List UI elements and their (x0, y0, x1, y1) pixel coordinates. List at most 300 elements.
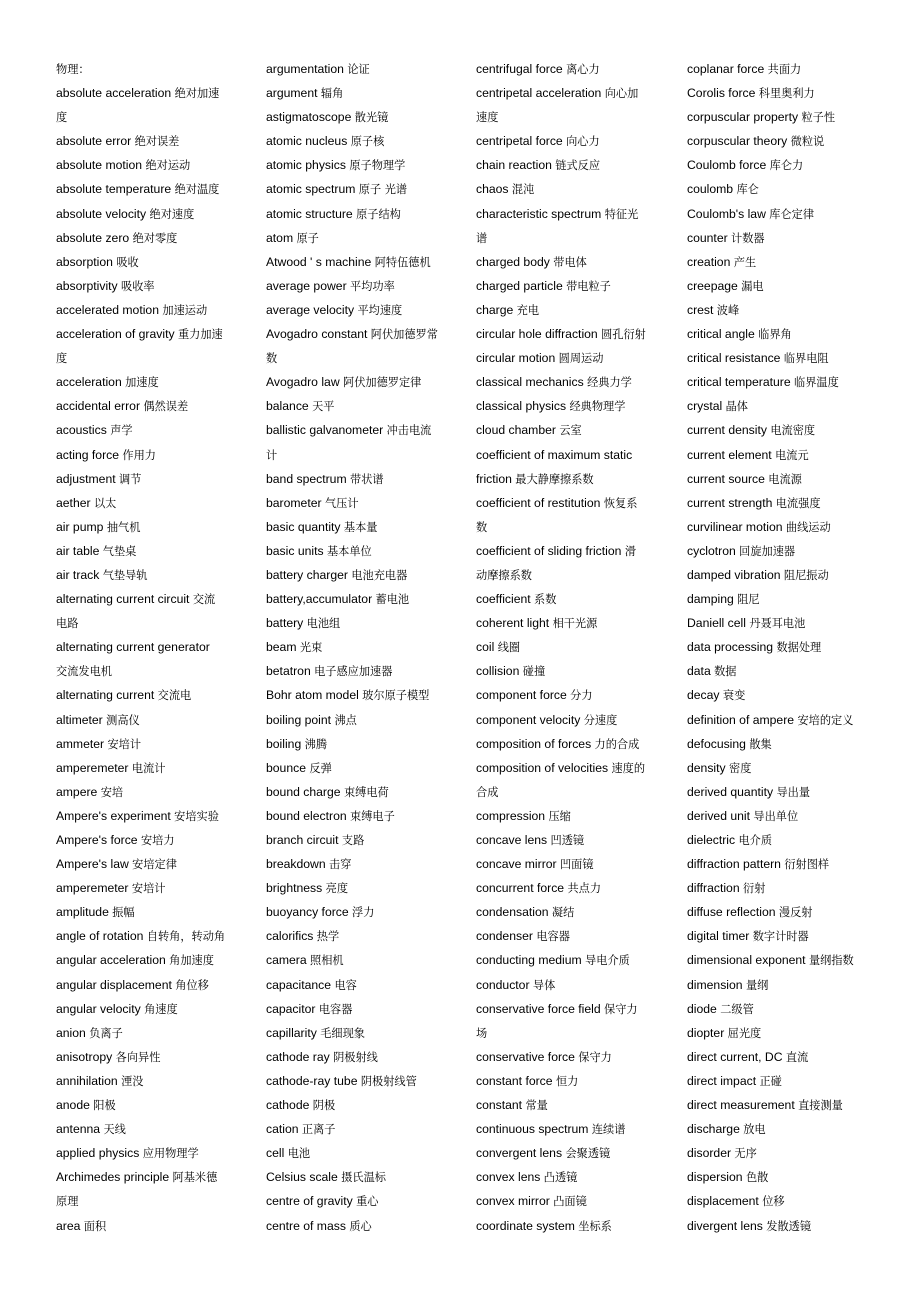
term-chinese: 导出量 (776, 785, 811, 799)
glossary-line (687, 1141, 887, 1165)
term-english: absolute temperature (56, 182, 175, 197)
term-english: direct impact (687, 1073, 760, 1088)
glossary-line (56, 226, 238, 250)
term-english: atomic nucleus (266, 134, 351, 149)
term-english: compression (476, 808, 549, 823)
term-english: Ampere's law (56, 857, 133, 872)
glossary-line (687, 153, 887, 177)
glossary-line (476, 1141, 658, 1165)
term-english: cell (266, 1146, 288, 1161)
glossary-line (266, 81, 448, 105)
term-english: curvilinear motion (687, 519, 786, 534)
glossary-line (56, 683, 238, 707)
term-english: Coulomb's law (687, 206, 770, 221)
glossary-line (56, 1189, 238, 1213)
term-chinese: 云室 (559, 424, 582, 438)
glossary-line (476, 370, 658, 394)
glossary-line (56, 780, 238, 804)
glossary-line (687, 418, 887, 442)
term-chinese: 安培实验 (174, 809, 219, 823)
glossary-column-2 (266, 57, 448, 1238)
term-chinese: 凝结 (551, 906, 575, 920)
term-english: acceleration (56, 375, 126, 390)
term-chinese: 计数器 (731, 231, 765, 245)
glossary-line (476, 250, 658, 274)
term-english: centripetal force (476, 134, 567, 149)
term-english: Celsius scale (266, 1170, 342, 1185)
glossary-line (687, 683, 887, 707)
term-chinese: 绝对温度 (174, 183, 220, 197)
glossary-line (266, 587, 448, 611)
term-chinese: 阴极射线管 (360, 1074, 417, 1088)
term-english: camera (266, 953, 311, 968)
glossary-line (476, 1117, 658, 1141)
term-chinese: 凸透镜 (543, 1171, 578, 1185)
term-chinese: 毛细现象 (320, 1026, 365, 1040)
glossary-line (266, 129, 448, 153)
term-english: density (687, 760, 730, 775)
term-english: data (687, 664, 715, 679)
term-chinese: 物理： (56, 63, 90, 76)
glossary-line (266, 924, 448, 948)
term-chinese: 加速运动 (162, 303, 208, 317)
term-english: alternating current circuit (56, 592, 193, 607)
glossary-line (266, 563, 448, 587)
term-english: absolute velocity (56, 206, 150, 221)
glossary-line (687, 250, 887, 274)
term-english: antenna (56, 1122, 104, 1137)
term-chinese: 调节 (119, 472, 142, 486)
term-chinese: 阻尼 (737, 593, 760, 607)
term-english: Avogadro law (266, 375, 344, 390)
term-english: angle of rotation (56, 929, 147, 944)
term-english: absolute zero (56, 230, 133, 245)
term-english: average velocity (266, 302, 358, 317)
term-chinese: 角位移 (175, 978, 209, 992)
term-english: Archimedes principle (56, 1170, 173, 1185)
glossary-column-3 (476, 57, 658, 1238)
term-chinese: 气垫桌 (102, 544, 137, 558)
term-chinese: 阻尼振动 (783, 568, 829, 582)
glossary-line (476, 587, 658, 611)
glossary-line (687, 948, 887, 972)
term-english: accelerated motion (56, 302, 163, 317)
glossary-line (476, 418, 658, 442)
term-english: acting force (56, 447, 123, 462)
glossary-line (687, 876, 887, 900)
term-english: area (56, 1218, 84, 1233)
term-chinese: 经典物理学 (569, 400, 626, 414)
term-english: average power (266, 278, 351, 293)
term-chinese: 导电介质 (585, 954, 630, 968)
term-english: classical mechanics (476, 375, 588, 390)
term-chinese: 分速度 (583, 713, 618, 727)
term-english: coherent light (476, 616, 553, 631)
glossary-line (56, 948, 238, 972)
glossary-line (687, 611, 887, 635)
term-chinese: 电路 (56, 617, 79, 631)
term-chinese: 击穿 (329, 858, 352, 872)
term-chinese: 原子 光谱 (358, 183, 408, 197)
term-chinese: 电容 (334, 978, 357, 992)
term-chinese: 支路 (341, 834, 365, 847)
term-english: Bohr atom model (266, 688, 363, 703)
term-english: conservative force field (476, 1001, 605, 1016)
glossary-line (56, 539, 238, 563)
term-chinese: 色散 (745, 1171, 769, 1185)
glossary-line (56, 250, 238, 274)
glossary-line (687, 1069, 887, 1093)
glossary-line (476, 153, 658, 177)
term-english: circular hole diffraction (476, 327, 602, 342)
term-chinese: 束缚电子 (350, 809, 395, 823)
glossary-line (266, 635, 448, 659)
term-english: acceleration of gravity (56, 327, 178, 342)
glossary-line (266, 1165, 448, 1189)
term-english: displacement (687, 1194, 763, 1209)
term-english: capacitance (266, 977, 335, 992)
term-chinese: 平均功率 (350, 279, 395, 293)
glossary-line (687, 394, 887, 418)
term-english: concurrent force (476, 881, 568, 896)
term-chinese: 数据 (714, 665, 737, 679)
term-chinese: 反弹 (309, 761, 332, 775)
term-english: constant force (476, 1073, 556, 1088)
glossary-line (266, 105, 448, 129)
term-chinese: 数据处理 (776, 641, 822, 655)
term-chinese: 安培计 (131, 882, 166, 896)
term-english: centre of gravity (266, 1194, 357, 1209)
term-english: centre of mass (266, 1218, 350, 1233)
glossary-line (56, 202, 238, 226)
glossary-line (266, 780, 448, 804)
term-english: aether (56, 495, 94, 510)
term-chinese: 库仑定律 (769, 207, 815, 221)
glossary-line (687, 973, 887, 997)
glossary-line (476, 394, 658, 418)
term-chinese: 动摩擦系数 (476, 568, 532, 582)
glossary-line (687, 129, 887, 153)
term-chinese: 散光镜 (354, 111, 389, 125)
term-chinese: 以太 (93, 496, 117, 510)
term-chinese: 线圈 (497, 641, 521, 655)
glossary-line (687, 852, 887, 876)
term-chinese: 基本单位 (326, 544, 372, 558)
term-english: critical angle (687, 327, 759, 342)
glossary-line (476, 756, 658, 780)
glossary-line (56, 635, 238, 659)
glossary-line (687, 322, 887, 346)
glossary-line (266, 202, 448, 226)
term-english: conductor (476, 977, 533, 992)
term-chinese: 摄氏温标 (341, 1171, 386, 1185)
term-english: characteristic spectrum (476, 206, 605, 221)
glossary-line (266, 948, 448, 972)
term-english: condenser (476, 929, 537, 944)
glossary-line (687, 346, 887, 370)
term-chinese: 质心 (349, 1219, 372, 1233)
glossary-line (476, 491, 658, 515)
term-chinese: 速度 (476, 111, 499, 125)
term-chinese: 加速度 (125, 376, 159, 390)
term-english: capillarity (266, 1025, 321, 1040)
term-chinese: 声学 (110, 424, 133, 438)
term-english: cloud chamber (476, 423, 560, 438)
term-chinese: 谱 (476, 231, 488, 245)
term-chinese: 恒力 (555, 1074, 579, 1088)
glossary-line (476, 105, 658, 129)
term-chinese: 偶然误差 (143, 400, 189, 414)
term-english: brightness (266, 881, 326, 896)
term-english: concave mirror (476, 857, 560, 872)
term-chinese: 电容器 (318, 1002, 353, 1016)
term-english: dielectric (687, 833, 739, 847)
glossary-line (56, 346, 238, 370)
term-chinese: 临界温度 (794, 376, 839, 390)
term-chinese: 振幅 (112, 906, 135, 920)
glossary-line (266, 346, 448, 370)
term-chinese: 原理 (56, 1195, 79, 1209)
term-chinese: 角速度 (144, 1002, 178, 1016)
term-english: diffuse reflection (687, 905, 779, 920)
term-english: Coulomb force (687, 158, 770, 173)
glossary-line (687, 539, 887, 563)
glossary-line (56, 804, 238, 828)
term-english: argumentation (266, 62, 348, 76)
term-chinese: 漫反射 (778, 906, 813, 920)
glossary-line (687, 708, 887, 732)
term-chinese: 链式反应 (555, 159, 601, 173)
glossary-line (687, 756, 887, 780)
glossary-line (476, 129, 658, 153)
term-chinese: 吸收率 (121, 279, 155, 293)
term-chinese: 衍射图样 (784, 858, 830, 872)
glossary-line (687, 997, 887, 1021)
term-chinese: 电池 (287, 1147, 311, 1161)
glossary-line (56, 298, 238, 322)
term-english: Corolis force (687, 86, 759, 101)
term-english: anisotropy (56, 1049, 116, 1064)
term-chinese: 气压计 (324, 496, 359, 510)
term-english: counter (687, 230, 732, 245)
term-chinese: 计 (266, 448, 278, 462)
term-english: battery (266, 616, 307, 631)
term-chinese: 凹面镜 (559, 858, 594, 872)
term-chinese: 湮没 (121, 1074, 144, 1088)
term-chinese: 天平 (312, 400, 335, 414)
glossary-line (687, 202, 887, 226)
term-chinese: 安培力 (140, 834, 175, 847)
term-chinese: 晶体 (725, 400, 748, 414)
glossary-line (56, 370, 238, 394)
glossary-line (56, 708, 238, 732)
glossary-line (266, 394, 448, 418)
glossary-line (56, 105, 238, 129)
term-english: anion (56, 1025, 90, 1040)
term-chinese: 沸点 (334, 713, 357, 727)
term-chinese: 电池充电器 (351, 568, 408, 582)
term-chinese: 带电体 (553, 255, 587, 269)
term-english: cathode-ray tube (266, 1073, 361, 1088)
term-english: absolute acceleration (56, 86, 175, 101)
term-chinese: 科里奥利力 (758, 87, 815, 101)
term-english: current source (687, 471, 769, 486)
glossary-line (476, 1021, 658, 1045)
term-chinese: 蓄电池 (375, 593, 410, 607)
term-english: Daniell cell (687, 616, 750, 631)
glossary-line (476, 876, 658, 900)
glossary-column-4 (687, 57, 887, 1238)
glossary-line (687, 1021, 887, 1045)
glossary-line (266, 1141, 448, 1165)
term-chinese: 电池组 (306, 617, 341, 631)
term-chinese: 各向异性 (115, 1050, 161, 1064)
term-chinese: 共面力 (767, 63, 802, 76)
glossary-line (266, 659, 448, 683)
glossary-line (266, 997, 448, 1021)
term-chinese: 凹透镜 (550, 834, 585, 847)
glossary-line (266, 1021, 448, 1045)
glossary-line (476, 852, 658, 876)
term-chinese: 应用物理学 (142, 1147, 199, 1161)
glossary-line (266, 539, 448, 563)
term-english: charged body (476, 254, 554, 269)
glossary-line (266, 370, 448, 394)
glossary-line (266, 57, 448, 81)
term-chinese: 交流发电机 (56, 665, 112, 679)
term-chinese: 粒子性 (801, 111, 836, 125)
glossary-line (266, 683, 448, 707)
term-chinese: 系数 (534, 593, 557, 607)
term-english: ammeter (56, 736, 108, 751)
term-english: defocusing (687, 736, 750, 751)
glossary-line (476, 515, 658, 539)
glossary-line (56, 274, 238, 298)
term-chinese: 绝对运动 (145, 159, 191, 173)
term-english: component velocity (476, 712, 584, 727)
glossary-line (687, 274, 887, 298)
term-chinese: 天线 (103, 1123, 126, 1137)
term-chinese: 电流源 (768, 472, 802, 486)
term-chinese: 混沌 (511, 183, 535, 197)
glossary-line (266, 491, 448, 515)
term-chinese: 玻尔原子模型 (362, 689, 430, 703)
term-english: charged particle (476, 278, 567, 293)
term-english: Ampere's experiment (56, 808, 175, 823)
glossary-line (56, 587, 238, 611)
glossary-line (476, 539, 658, 563)
term-chinese: 度 (56, 352, 68, 366)
term-chinese: 绝对加速 (174, 87, 220, 101)
term-chinese: 恢复系 (603, 496, 638, 510)
term-english: altimeter (56, 712, 107, 727)
glossary-line (56, 756, 238, 780)
term-english: boiling point (266, 712, 335, 727)
term-english: direct measurement (687, 1098, 799, 1113)
term-english: dispersion (687, 1170, 746, 1185)
glossary-line (687, 732, 887, 756)
term-english: argument (266, 86, 321, 101)
term-english: current density (687, 423, 771, 438)
term-chinese: 电流元 (775, 448, 809, 462)
term-english: centripetal acceleration (476, 86, 605, 101)
term-chinese: 量纲指数 (808, 954, 854, 968)
term-chinese: 导体 (532, 978, 556, 992)
term-chinese: 交流电 (157, 689, 192, 703)
term-english: battery charger (266, 567, 352, 582)
term-english: barometer (266, 495, 325, 510)
glossary-line (266, 1093, 448, 1117)
term-english: damping (687, 592, 738, 607)
term-chinese: 阿伏加德罗常 (370, 328, 438, 342)
term-chinese: 角加速度 (169, 954, 214, 968)
term-english: classical physics (476, 399, 570, 414)
glossary-line (56, 852, 238, 876)
glossary-line (476, 708, 658, 732)
glossary-line (687, 81, 887, 105)
glossary-line (56, 1165, 238, 1189)
glossary-column-1 (56, 57, 238, 1238)
glossary-line (56, 491, 238, 515)
term-chinese: 电流计 (131, 761, 166, 775)
glossary-line (687, 226, 887, 250)
glossary-line (687, 1165, 887, 1189)
term-chinese: 阿伏加德罗定律 (343, 376, 422, 390)
glossary-line (476, 467, 658, 491)
term-chinese: 原子 (296, 231, 319, 245)
term-english: ampere (56, 784, 101, 799)
glossary-line (687, 1189, 887, 1213)
glossary-line (266, 1117, 448, 1141)
term-chinese: 照相机 (310, 954, 344, 968)
glossary-line (687, 924, 887, 948)
term-chinese: 压缩 (548, 809, 571, 823)
term-chinese: 无序 (734, 1147, 757, 1161)
term-chinese: 二级管 (720, 1002, 754, 1016)
term-english: capacitor (266, 1001, 319, 1016)
term-chinese: 阳极 (93, 1099, 116, 1113)
glossary-line (56, 1069, 238, 1093)
term-english: definition of ampere (687, 712, 798, 727)
term-english: condensation (476, 905, 552, 920)
term-chinese: 共点力 (567, 882, 602, 896)
term-chinese: 阴极射线 (333, 1050, 378, 1064)
glossary-line (266, 177, 448, 201)
term-chinese: 波峰 (716, 303, 740, 317)
term-chinese: 屈光度 (727, 1026, 762, 1040)
term-chinese: 论证 (347, 63, 370, 76)
glossary-line (687, 370, 887, 394)
term-english: calorifics (266, 929, 317, 944)
term-english: air track (56, 567, 103, 582)
glossary-line (56, 443, 238, 467)
term-chinese: 热学 (316, 930, 340, 944)
glossary-line (476, 202, 658, 226)
glossary-line (266, 900, 448, 924)
glossary-line (56, 924, 238, 948)
term-english: atomic structure (266, 206, 357, 221)
glossary-line (687, 804, 887, 828)
term-english: angular acceleration (56, 953, 170, 968)
term-english: convex mirror (476, 1194, 554, 1209)
term-chinese: 充电 (516, 303, 540, 317)
term-chinese: 回旋加速器 (739, 544, 796, 558)
glossary-line (56, 1117, 238, 1141)
glossary-line (56, 1045, 238, 1069)
glossary-line (266, 1214, 448, 1238)
term-chinese: 临界电阻 (783, 352, 829, 366)
term-english: diffraction (687, 881, 744, 896)
